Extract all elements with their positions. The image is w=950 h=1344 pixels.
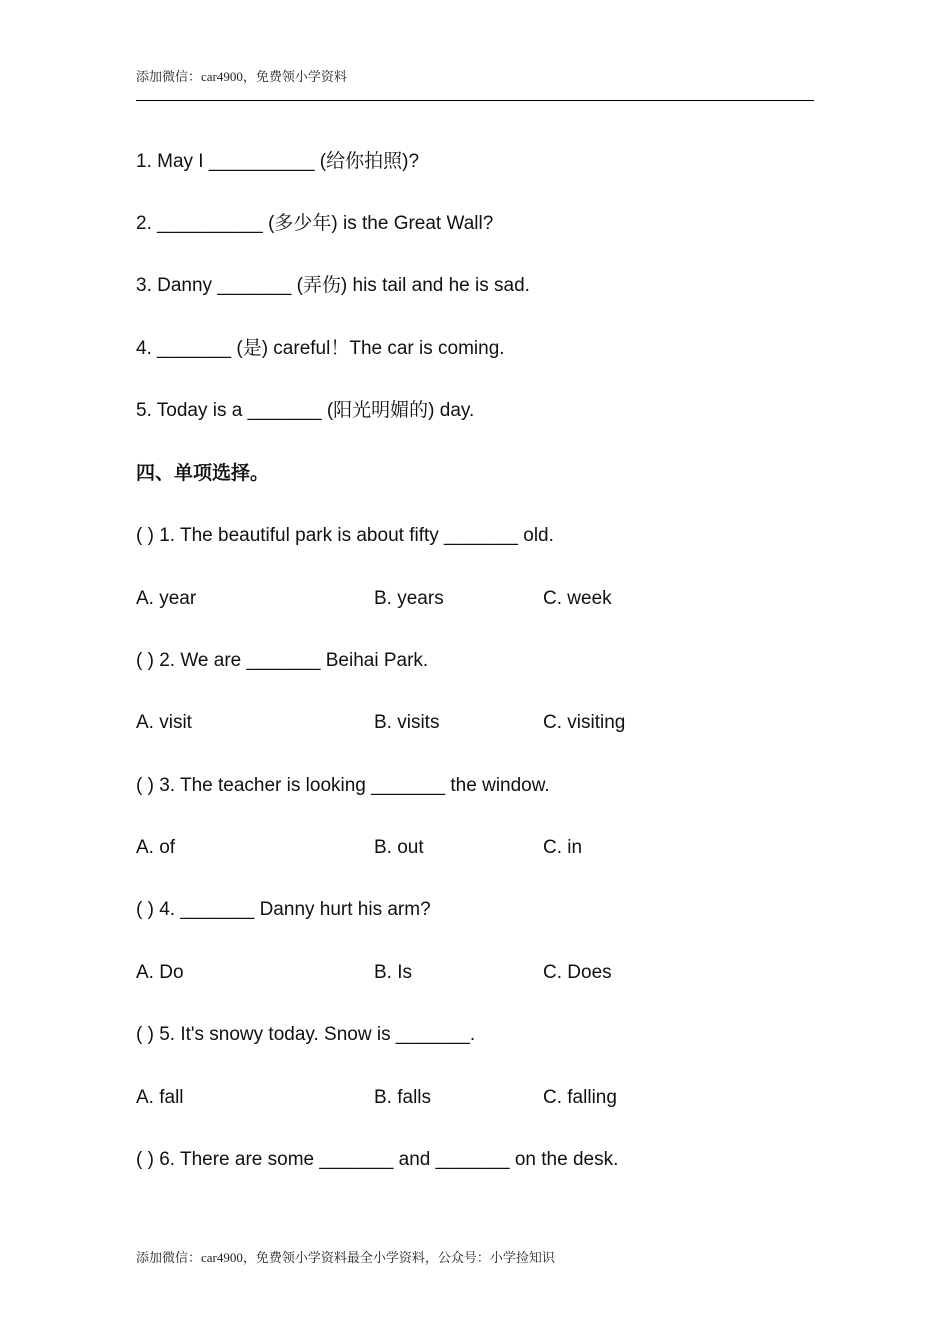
- option-a: A. of: [136, 837, 176, 858]
- option-b: B. Is: [374, 962, 413, 983]
- option-a: A. year: [136, 588, 197, 609]
- page-footer: 添加微信：car4900，免费领小学资料最全小学资料，公众号：小学捡知识: [136, 1250, 555, 1265]
- option-a: A. fall: [136, 1087, 184, 1108]
- question-6-stem: ( ) 6. There are some _______ and _______ on the desk.: [136, 1149, 619, 1170]
- fill-in-item-2: 2. __________ (多少年) is the Great Wall?: [136, 213, 494, 234]
- fill-in-item-3: 3. Danny _______ (弄伤) his tail and he is sad.: [136, 275, 530, 296]
- section-title: 四、单项选择。: [136, 463, 270, 484]
- option-b: B. years: [374, 588, 444, 609]
- fill-in-item-5: 5. Today is a _______ (阳光明媚的) day.: [136, 400, 475, 421]
- question-1-stem: ( ) 1. The beautiful park is about fifty _______ old.: [136, 525, 554, 546]
- question-4-stem: ( ) 4. _______ Danny hurt his arm?: [136, 899, 431, 920]
- question-3-stem: ( ) 3. The teacher is looking _______ the window.: [136, 775, 550, 796]
- page-header: 添加微信：car4900，免费领小学资料: [136, 69, 347, 84]
- option-b: B. falls: [374, 1087, 432, 1108]
- option-c: C. Does: [543, 962, 612, 983]
- option-c: C. in: [543, 837, 583, 858]
- option-c: C. falling: [543, 1087, 617, 1108]
- fill-in-item-4: 4. _______ (是) careful！The car is coming.: [136, 338, 505, 359]
- fill-in-item-1: 1. May I __________ (给你拍照)?: [136, 151, 420, 172]
- option-b: B. visits: [374, 712, 440, 733]
- option-b: B. out: [374, 837, 424, 858]
- question-5-stem: ( ) 5. It's snowy today. Snow is _______.: [136, 1024, 476, 1045]
- header-divider: [136, 100, 814, 101]
- question-2-stem: ( ) 2. We are _______ Beihai Park.: [136, 650, 429, 671]
- option-c: C. week: [543, 588, 612, 609]
- option-c: C. visiting: [543, 712, 626, 733]
- option-a: A. visit: [136, 712, 192, 733]
- option-a: A. Do: [136, 962, 184, 983]
